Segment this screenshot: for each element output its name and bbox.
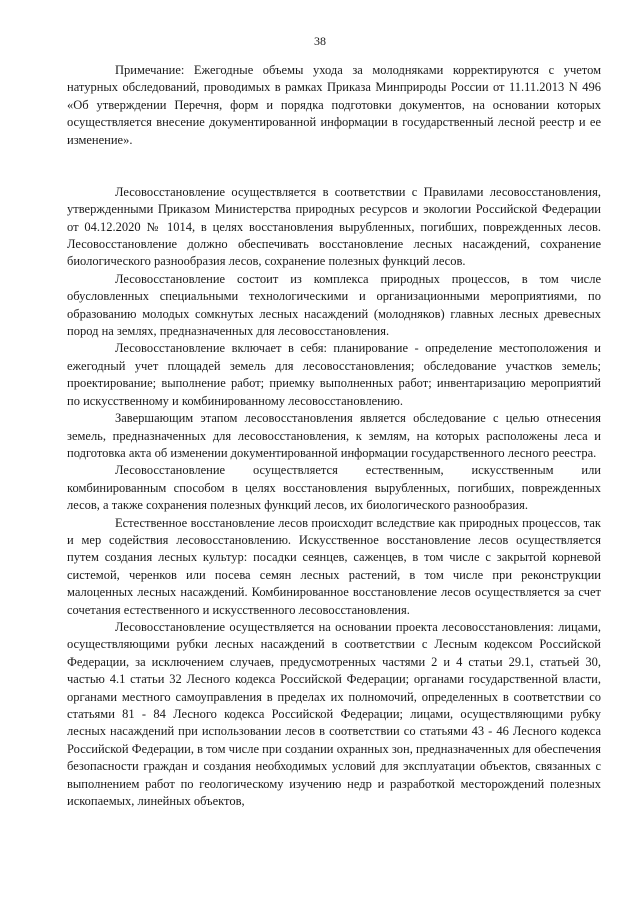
paragraph: Лесовосстановление осуществляется в соответствии с Правилами лесовосстановления, утвержденными Приказом Министерства природных ресурсов и экологии Российской Федерации от 04.12.2020 № 1014, в целях восстановления вырубленных, погибших, поврежденных лесов. Лесовосстановление должно обеспечивать восстановление лесных насаждений, сохранение биологического разнообразия лесов, сохранение полезных функций лесов. <box>67 184 601 269</box>
paragraph: Завершающим этапом лесовосстановления является обследование с целью отнесения земель, предназначенных для лесовосстановления, к землям, на которых расположены леса и подготовка акта об изменении документированной информации государственного лесного реестра. <box>67 411 601 460</box>
paragraph: Лесовосстановление осуществляется естественным, искусственным или комбинированным способом в целях восстановления вырубленных, погибших, поврежденных лесов, а также сохранения полезных функций лесов, их биологического разнообразия. <box>67 463 601 513</box>
paragraph: Естественное восстановление лесов происходит вследствие как природных процессов, так и мер содействия лесовосстановлению. Искусственное восстановление лесов осуществляется путем создания лесных культур: посадки сеянцев, саженцев, в том числе с закрытой корневой системой, черенков или посева семян лесных растений, в том числе при реконструкции малоценных лесных насаждений. Комбинированное восстановление лесов осуществляется за счет сочетания естественного и искусственного лесовосстановления. <box>67 515 601 617</box>
paragraph: Лесовосстановление состоит из комплекса природных процессов, в том числе обусловленных специальными технологическими и организационными мероприятиями, по образованию молодых сомкнутых лесных насаждений (молодняков) главных лесных древесных пород на землях, предназначенных для лесовосстановления. <box>67 271 601 339</box>
document-body <box>67 62 601 810</box>
note-paragraph: Примечание: Ежегодные объемы ухода за молодняками корректируются с учетом натурных обследований, проводимых в рамках Приказа Минприроды России от 11.11.2013 N 496 «Об утверждении Перечня, форм и порядка подготовки документов, на основании которых осуществляется внесение документированной информации в государственный лесной реестр и ее изменение». <box>67 63 601 147</box>
paragraph-gap <box>67 166 601 183</box>
paragraph: Лесовосстановление осуществляется на основании проекта лесовосстановления: лицами, осуществляющими рубки лесных насаждений в соответствии с Лесным кодексом Российской Федерации, за исключением случаев, предусмотренных частями 2 и 4 статьи 29.1, статьей 30, частью 4.1 статьи 32 Лесного кодекса Российской Федерации; органами государственной власти, органами местного самоуправления в пределах их полномочий, определенных в соответствии со статьями 81 - 84 Лесного кодекса Российской Федерации; лицами, осуществляющими рубку лесных насаждений при использовании лесов в соответствии со статьями 43 - 46 Лесного кодекса Российской Федерации, в том числе при создании охранных зон, предназначенных для обеспечения безопасности граждан и создания необходимых условий для эксплуатации объектов, связанных с выполнением работ по геологическому изучению недр и разработкой месторождений полезных ископаемых, линейных объектов, <box>67 619 601 809</box>
page-number: 38 <box>314 34 326 48</box>
paragraph: Лесовосстановление включает в себя: планирование - определение местоположения и ежегодный учет площадей земель для лесовосстановления; обследование участков земель; проектирование; выполнение работ; приемку выполненных работ; инвентаризацию мероприятий по искусственному и комбинированному лесовосстановлению. <box>67 341 601 408</box>
